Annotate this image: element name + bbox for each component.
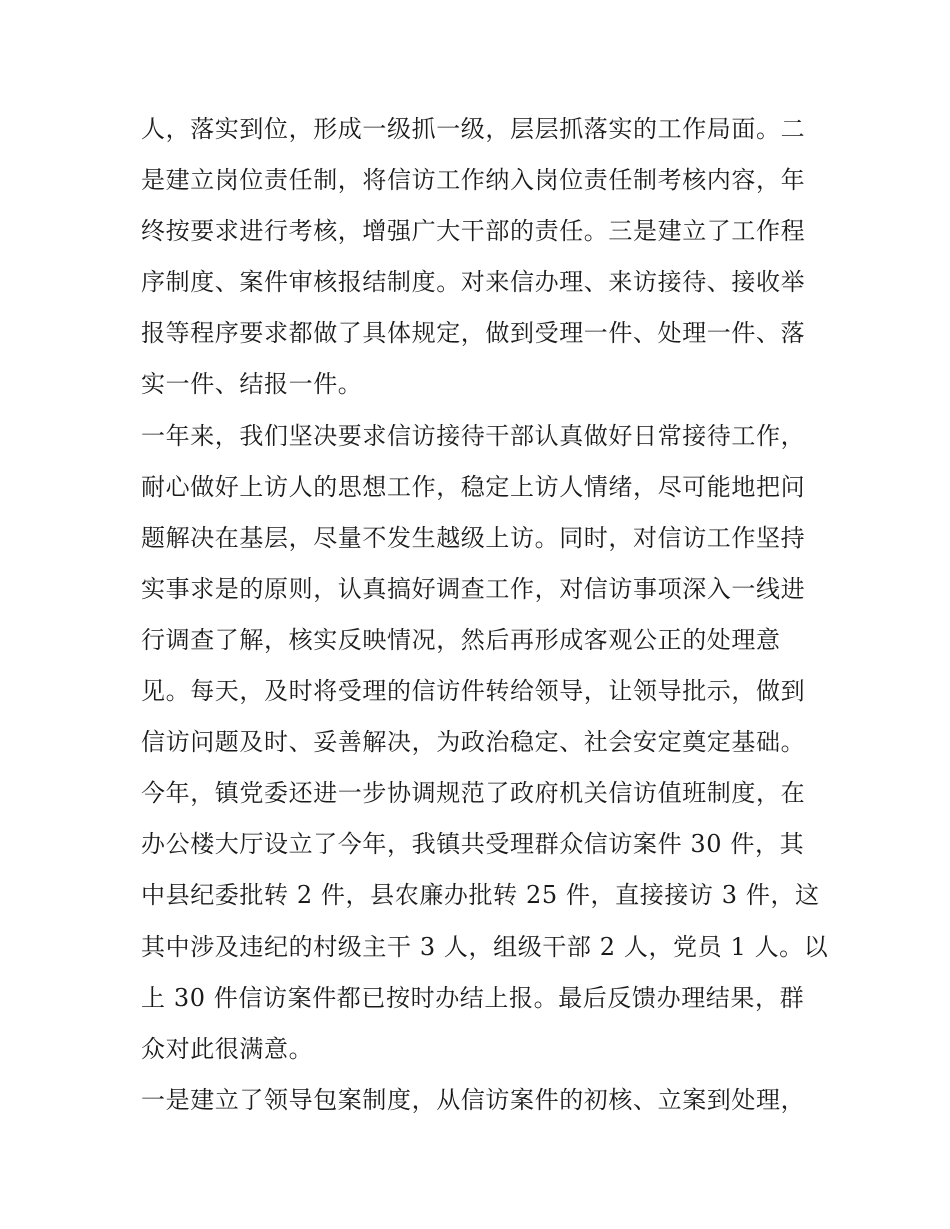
text-line-7: 一年来，我们坚决要求信访接待干部认真做好日常接待工作， <box>141 421 806 450</box>
text-line-11: 行调查了解，核实反映情况，然后再形成客观公正的处理意 <box>141 625 781 654</box>
text-line-2: 是建立岗位责任制，将信访工作纳入岗位责任制考核内容，年 <box>141 166 806 195</box>
text-line-8: 耐心做好上访人的思想工作，稳定上访人情绪，尽可能地把问 <box>141 472 806 501</box>
text-line-1: 人，落实到位，形成一级抓一级，层层抓落实的工作局面。二 <box>141 115 806 143</box>
text-line-3: 终按要求进行考核，增强广大干部的责任。三是建立了工作程 <box>141 217 806 246</box>
body-text <box>141 104 829 1126</box>
text-line-9: 题解决在基层，尽量不发生越级上访。同时，对信访工作坚持 <box>141 523 806 552</box>
text-line-14: 今年，镇党委还进一步协调规范了政府机关信访值班制度，在 <box>141 779 806 808</box>
text-line-20: 一是建立了领导包案制度，从信访案件的初核、立案到处理， <box>141 1085 806 1114</box>
text-line-16: 中县纪委批转 2 件，县农廉办批转 25 件，直接接访 3 件，这 <box>141 881 820 910</box>
text-line-5: 报等程序要求都做了具体规定，做到受理一件、处理一件、落 <box>141 319 806 348</box>
text-line-12: 见。每天，及时将受理的信访件转给领导，让领导批示，做到 <box>141 677 806 706</box>
text-line-15: 办公楼大厅设立了今年，我镇共受理群众信访案件 30 件，其 <box>141 830 805 859</box>
text-line-19: 众对此很满意。 <box>141 1034 314 1063</box>
text-line-13: 信访问题及时、妥善解决，为政治稳定、社会安定奠定基础。 <box>141 728 806 757</box>
text-line-6: 实一件、结报一件。 <box>141 370 363 399</box>
text-line-4: 序制度、案件审核报结制度。对来信办理、来访接待、接收举 <box>141 268 806 297</box>
text-line-17: 其中涉及违纪的村级主干 3 人，组级干部 2 人，党员 1 人。以 <box>141 932 829 961</box>
text-line-10: 实事求是的原则，认真搞好调查工作，对信访事项深入一线进 <box>141 574 806 603</box>
text-line-18: 上 30 件信访案件都已按时办结上报。最后反馈办理结果，群 <box>141 983 805 1012</box>
